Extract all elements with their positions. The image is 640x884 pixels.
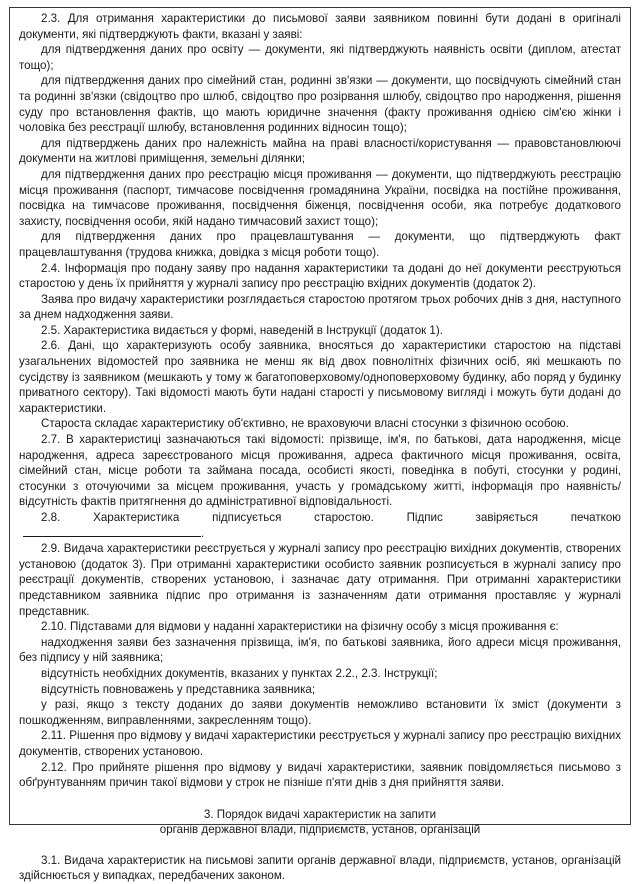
paragraph-residence: для підтвердження даних про реєстрацію місця проживання — документи, що підтверджують реєстрацію місця проживання (паспорт, тимчасове посвідчення громадянина України, посвідка на постійне проживання, посвідка на тимчасове проживання, посвідчення біженця, посвідчення особи, яка потребує додаткового захисту, посвідчення особи, якій надано тимчасовий захист тощо);	[19, 167, 621, 228]
paragraph-no-authority: відсутність повноважень у представника заявника;	[41, 682, 316, 696]
paragraph-2-10: 2.10. Підставами для відмови у наданні характеристики на фізичну особу з місця проживання є:	[41, 620, 559, 634]
paragraph-education: для підтвердження даних про освіту — документи, які підтверджують наявність освіти (диплом, атестат тощо);	[19, 43, 621, 72]
paragraph-unreadable-docs: у разі, якщо з тексту доданих до заяви документів неможливо встановити їх зміст (документи з пошкодженням, виправленнями, закресленням тощо).	[19, 698, 621, 727]
paragraph-employment: для підтвердження даних про працевлаштування — документи, що підтверджують факт працевлаштування (трудова книжка, довідка з місця роботи тощо).	[19, 230, 621, 259]
paragraph-2-6: 2.6. Дані, що характеризують особу заявника, вносяться до характеристики старостою на підставі узагальнених відомостей про заявника не менш як від двох повнолітніх фізичних осіб, які мешкають по сусідству із заявником (мешкають у тому ж багатоповерховому/одноповерховому будинку, або поряд у будинку приватного сектору). Такі відомості мають бути надані старості у письмовому вигляді і можуть бути додані до характеристики.	[19, 339, 621, 415]
paragraph-2-11: 2.11. Рішення про відмову у видачі характеристики реєструється у журналі запису про реєстрацію вихідних документів, створених установою.	[19, 729, 621, 758]
paragraph-2-8-text: 2.8. Характеристика підписується старостою. Підпис завіряється печаткою	[41, 511, 621, 524]
paragraph-2-7: 2.7. В характеристиці зазначаються такі відомості: прізвище, ім'я, по батькові, дата народження, місце народження, адреса зареєстрованого місця проживання, адреса фактичного місця проживання, освіта, сімейний стан, місце роботи та займана посада, особисті якості, поведінка в побуті, стосунки у родині, стосунки з оточуючими за місцем проживання, участь у громадському житті, інформація про наявність/відсутність фактів притягнення до адміністративної відповідальності.	[19, 433, 621, 509]
paragraph-2-3: 2.3. Для отримання характеристики до письмової заяви заявником повинні бути додані в оригіналі документи, які підтверджують факти, вказані у заяві:	[19, 12, 621, 41]
section-3-title-line-2: органів державної влади, підприємств, установ, організацій	[159, 823, 481, 837]
paragraph-no-documents: відсутність необхідних документів, вказаних у пунктах 2.2., 2.3. Інструкції;	[41, 666, 438, 680]
paragraph-no-name: надходження заяви без зазначення прізвища, ім'я, по батькові заявника, його адреси місця проживання, без підпису у ній заявника;	[19, 635, 621, 665]
paragraph-review-period: Заява про видачу характеристики розглядається старостою протягом трьох робочих днів з дня, наступного за днем надходження заяви.	[19, 292, 621, 322]
paragraph-2-8-end: .	[201, 526, 205, 540]
paragraph-2-5: 2.5. Характеристика видається у формі, наведеній в Інструкції (додаток 1).	[41, 323, 443, 337]
paragraph-property: для підтверджень даних про належність майна на праві власності/користування — правовстановлюючі документи на житлові приміщення, земельні ділянки;	[19, 136, 621, 166]
paragraph-2-12: 2.12. Про прийняте рішення про відмову у видачі характеристики, заявник повідомляється письмово з обґрунтуванням причин такої відмови у строк не пізніше п'яти днів з дня прийняття заяви.	[19, 760, 621, 790]
paragraph-family-status: для підтвердження даних про сімейний стан, родинні зв'язки — документи, що посвідчують сімейний стан та родинні зв'язки (свідоцтво про шлюб, свідоцтво про розірвання шлюбу, свідоцтво про народження, рішення суду про встановлення фактів, що мають юридичне значення (факту проживання однією сім'єю жінки і чоловіка без реєстрації шлюбу, встановлення родинних відносин тощо);	[19, 74, 621, 135]
paragraph-2-8	[19, 510, 621, 541]
paragraph-objectivity: Староста складає характеристику об'єктивно, не враховуючи власні стосунки з фізичною особою.	[41, 417, 569, 431]
paragraph-2-4: 2.4. Інформація про подану заяву про надання характеристики та додані до неї документи реєструються старостою у день їх прийняття у журналі запису про реєстрацію вхідних документів (додаток 2).	[19, 261, 621, 291]
seal-signature-line	[23, 526, 201, 537]
section-3-title-line-1: 3. Порядок видачі характеристик на запити	[203, 807, 437, 821]
paragraph-2-9: 2.9. Видача характеристики реєструється у журналі запису про реєстрацію вихідних документів, створених установою (додаток 3). При отриманні характеристики особисто заявник розписується в журналі запису про реєстрації документів, створених установою, і зазначає дату отримання. При отриманні характеристики представником заявника підпис про отримання із зазначенням дати отримання проставляє у журналі представник.	[19, 542, 621, 618]
document-body	[19, 11, 621, 884]
document-page	[9, 7, 631, 883]
paragraph-3-1: 3.1. Видача характеристик на письмові запити органів державної влади, підприємств, установ, організацій здійснюється у випадках, передбачених законом.	[19, 853, 621, 883]
